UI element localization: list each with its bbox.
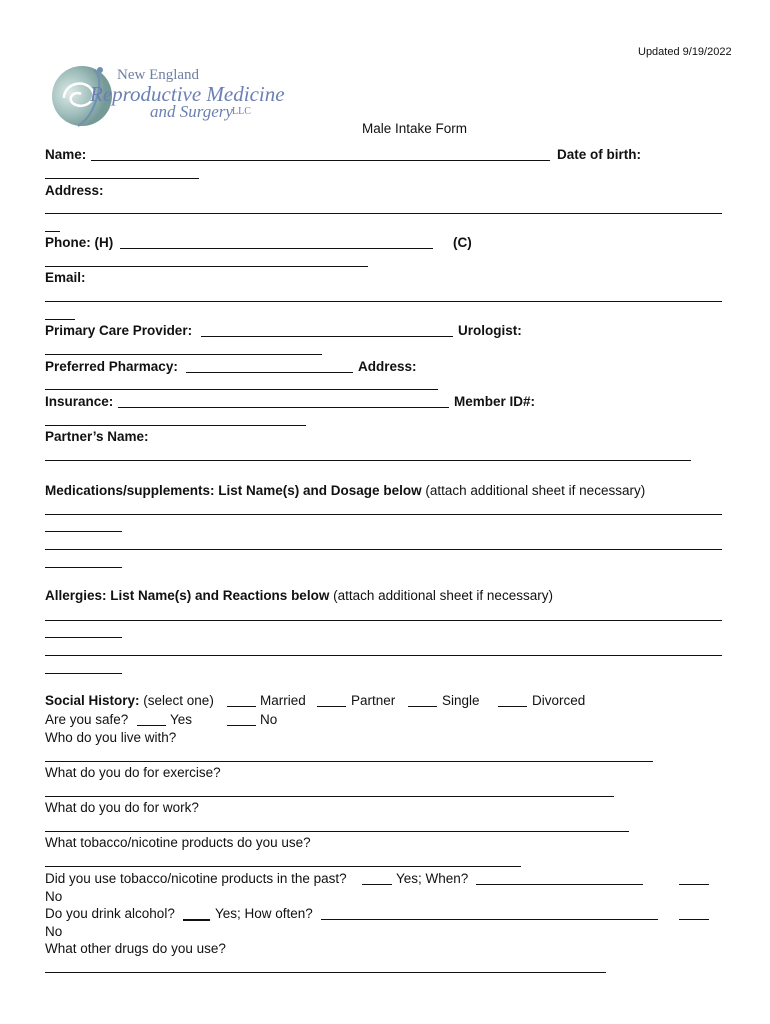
safe-question: Are you safe? <box>45 712 129 727</box>
email-label: Email: <box>45 270 86 285</box>
pharmacy-address-label: Address: <box>358 359 417 374</box>
phone-home-label: Phone: (H) <box>45 235 114 250</box>
tobacco-past-when-input-line[interactable] <box>476 884 643 885</box>
name-label: Name: <box>45 147 87 162</box>
social-history-label: Social History: <box>45 693 140 708</box>
tobacco-input-line[interactable] <box>45 866 521 867</box>
safe-no-line[interactable] <box>227 725 256 726</box>
urologist-input-line[interactable] <box>45 354 322 355</box>
pcp-label: Primary Care Provider: <box>45 323 193 338</box>
phone-home-input-line[interactable] <box>120 248 433 249</box>
safe-yes-option: Yes <box>170 712 193 727</box>
member-id-input-line[interactable] <box>45 425 306 426</box>
allergies-line-1[interactable] <box>45 620 722 621</box>
dob-label: Date of birth: <box>557 147 641 162</box>
phone-cell-input-line[interactable] <box>45 266 368 267</box>
allergies-heading <box>45 588 553 604</box>
tobacco-past-yes-line[interactable] <box>362 884 392 885</box>
alcohol-yes-how-often: Yes; How often? <box>215 906 313 921</box>
dob-input-line[interactable] <box>45 178 199 179</box>
tobacco-past-yes-when: Yes; When? <box>396 871 469 886</box>
logo-line3: and Surgery <box>150 102 233 121</box>
partner-name-label: Partner’s Name: <box>45 429 149 444</box>
logo-line2: Reproductive Medicine <box>90 82 285 106</box>
logo-line1: New England <box>117 67 200 83</box>
exercise-question: What do you do for exercise? <box>45 765 221 780</box>
tobacco-past-question: Did you use tobacco/nicotine products in the past? <box>45 871 347 886</box>
medications-label: Medications/supplements: List Name(s) and Dosage below <box>45 483 422 498</box>
drugs-question: What other drugs do you use? <box>45 941 226 956</box>
medications-heading <box>45 483 645 499</box>
pharmacy-input-line[interactable] <box>186 372 353 373</box>
practice-logo <box>44 62 285 130</box>
logo-suffix: LLC <box>232 106 251 117</box>
tobacco-past-no-option: No <box>45 889 63 904</box>
safe-no-option: No <box>260 712 278 727</box>
partner-option: Partner <box>351 693 396 708</box>
pharmacy-label: Preferred Pharmacy: <box>45 359 178 374</box>
single-checkbox-line[interactable] <box>408 706 437 707</box>
allergies-line-1-cont[interactable] <box>45 637 122 638</box>
divorced-option: Divorced <box>532 693 586 708</box>
tobacco-past-no-line[interactable] <box>679 884 709 885</box>
insurance-input-line[interactable] <box>118 407 449 408</box>
urologist-label: Urologist: <box>458 323 522 338</box>
medications-line-2-cont[interactable] <box>45 567 122 568</box>
member-id-label: Member ID#: <box>454 394 536 409</box>
allergies-label: Allergies: List Name(s) and Reactions below <box>45 588 330 603</box>
medications-line-1[interactable] <box>45 514 722 515</box>
alcohol-yes-line[interactable] <box>183 919 210 921</box>
single-option: Single <box>442 693 480 708</box>
alcohol-no-line[interactable] <box>679 919 709 920</box>
address-input-line[interactable] <box>45 213 722 214</box>
work-input-line[interactable] <box>45 831 629 832</box>
allergies-line-2[interactable] <box>45 655 722 656</box>
updated-date: Updated 9/19/2022 <box>638 46 732 58</box>
medications-line-1-cont[interactable] <box>45 531 122 532</box>
alcohol-no-option: No <box>45 924 63 939</box>
social-history-note: (select one) <box>139 693 214 708</box>
name-input-line[interactable] <box>91 160 550 161</box>
medications-note: (attach additional sheet if necessary) <box>421 483 646 498</box>
safe-yes-line[interactable] <box>137 725 166 726</box>
address-input-line-cont[interactable] <box>45 231 60 232</box>
divorced-checkbox-line[interactable] <box>498 706 527 707</box>
pharmacy-address-input-line[interactable] <box>45 389 438 390</box>
phone-cell-label: (C) <box>453 235 472 250</box>
exercise-input-line[interactable] <box>45 796 614 797</box>
married-option: Married <box>260 693 306 708</box>
medications-line-2[interactable] <box>45 549 722 550</box>
insurance-label: Insurance: <box>45 394 114 409</box>
married-checkbox-line[interactable] <box>227 706 256 707</box>
alcohol-how-often-input-line[interactable] <box>321 919 658 920</box>
drugs-input-line[interactable] <box>45 972 606 973</box>
address-label: Address: <box>45 183 104 198</box>
live-with-question: Who do you live with? <box>45 730 177 745</box>
tobacco-question: What tobacco/nicotine products do you use? <box>45 835 311 850</box>
form-title: Male Intake Form <box>362 121 468 136</box>
alcohol-question: Do you drink alcohol? <box>45 906 175 921</box>
allergies-line-2-cont[interactable] <box>45 673 122 674</box>
live-with-input-line[interactable] <box>45 761 653 762</box>
email-input-line-cont[interactable] <box>45 319 75 320</box>
partner-name-input-line[interactable] <box>45 460 691 461</box>
allergies-note: (attach additional sheet if necessary) <box>329 588 553 603</box>
partner-checkbox-line[interactable] <box>317 706 346 707</box>
email-input-line[interactable] <box>45 301 722 302</box>
social-history-heading <box>45 693 214 709</box>
pcp-input-line[interactable] <box>201 336 453 337</box>
work-question: What do you do for work? <box>45 800 199 815</box>
